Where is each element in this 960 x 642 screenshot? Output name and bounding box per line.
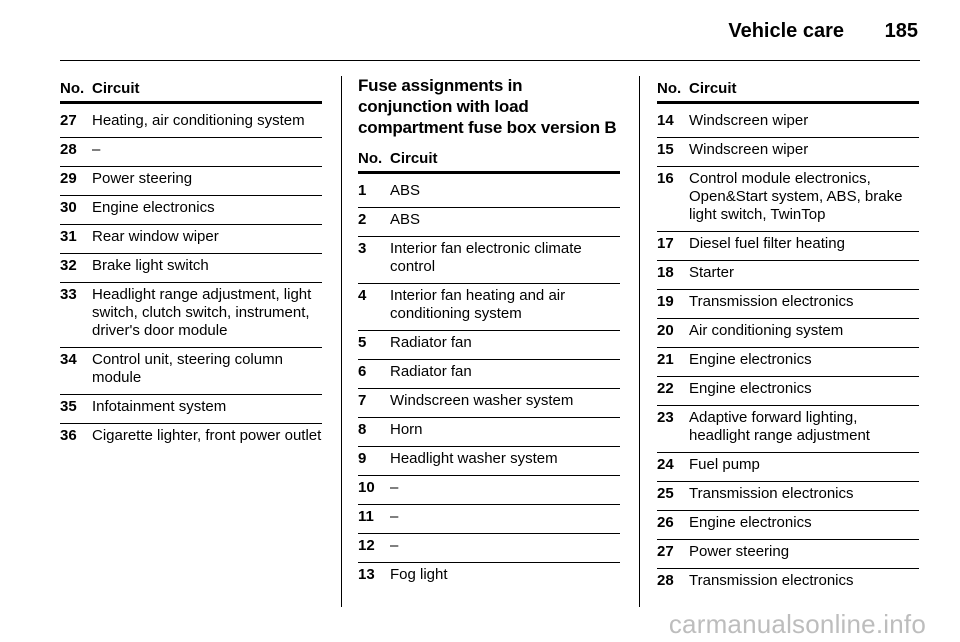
section-title-header: Vehicle care: [728, 20, 844, 42]
fuse-circuit: Headlight washer system: [390, 450, 558, 467]
fuse-circuit: Transmission electronics: [689, 572, 854, 589]
fuse-number: 21: [657, 351, 674, 368]
fuse-circuit: Windscreen washer system: [390, 392, 574, 409]
table-row: [657, 348, 919, 377]
fuse-number: 2: [358, 211, 367, 228]
table-row: [657, 138, 919, 167]
fuse-number: 6: [358, 363, 367, 380]
header-circuit: Circuit: [92, 80, 140, 97]
header-circuit: Circuit: [390, 150, 438, 167]
fuse-number: 11: [358, 508, 374, 525]
table-row: [358, 534, 620, 563]
fuse-table-column-1: [60, 72, 322, 452]
fuse-number: 19: [657, 293, 674, 310]
table-row: [657, 261, 919, 290]
fuse-number: 14: [657, 112, 674, 129]
fuse-number: 33: [60, 286, 77, 303]
fuse-circuit: Infotainment system: [92, 398, 227, 415]
table-row: [657, 290, 919, 319]
fuse-number: 27: [657, 543, 674, 560]
table-row: [358, 447, 620, 476]
fuse-number: 28: [60, 141, 77, 158]
fuse-circuit: Engine electronics: [689, 514, 812, 531]
table-row: [60, 283, 322, 348]
fuse-circuit: Fuel pump: [689, 456, 760, 473]
table-header: [358, 142, 620, 174]
table-body: [60, 109, 322, 452]
fuse-circuit: Brake light switch: [92, 257, 209, 274]
fuse-circuit: Headlight range adjustment, light switch, clutch switch, instrument, driver's door module: [92, 286, 312, 339]
fuse-circuit: –: [92, 141, 101, 158]
table-row: [60, 225, 322, 254]
fuse-number: 34: [60, 351, 77, 368]
fuse-circuit: Engine electronics: [689, 351, 812, 368]
fuse-number: 17: [657, 235, 674, 252]
fuse-number: 25: [657, 485, 674, 502]
fuse-circuit: Radiator fan: [390, 334, 472, 351]
fuse-circuit: Control unit, steering column module: [92, 351, 283, 386]
table-row: [657, 453, 919, 482]
fuse-number: 20: [657, 322, 674, 339]
column-divider: [639, 76, 640, 607]
header-no: No.: [657, 80, 682, 97]
table-row: [358, 505, 620, 534]
fuse-number: 7: [358, 392, 367, 409]
table-row: [657, 511, 919, 540]
table-row: [358, 360, 620, 389]
fuse-number: 15: [657, 141, 674, 158]
fuse-number: 35: [60, 398, 77, 415]
fuse-number: 10: [358, 479, 375, 496]
fuse-table-column-3: [657, 72, 919, 597]
table-row: [657, 109, 919, 138]
fuse-circuit: –: [390, 537, 399, 554]
fuse-number: 1: [358, 182, 367, 199]
fuse-number: 36: [60, 427, 77, 444]
fuse-number: 16: [657, 170, 674, 187]
fuse-number: 28: [657, 572, 674, 589]
fuse-number: 5: [358, 334, 367, 351]
fuse-number: 27: [60, 112, 77, 129]
table-row: [657, 540, 919, 569]
table-header: [657, 72, 919, 104]
fuse-number: 30: [60, 199, 77, 216]
table-row: [657, 377, 919, 406]
table-row: [60, 196, 322, 225]
fuse-circuit: ABS: [390, 182, 421, 199]
fuse-number: 31: [60, 228, 77, 245]
fuse-circuit: Transmission electronics: [689, 485, 854, 502]
table-row: [60, 254, 322, 283]
table-row: [60, 424, 322, 452]
fuse-number: 32: [60, 257, 77, 274]
table-row: [60, 138, 322, 167]
header-no: No.: [60, 80, 85, 97]
fuse-circuit: Cigarette lighter, front power outlet: [92, 427, 322, 444]
fuse-number: 8: [358, 421, 367, 438]
fuse-number: 26: [657, 514, 674, 531]
fuse-circuit: Radiator fan: [390, 363, 472, 380]
fuse-circuit: Air conditioning system: [689, 322, 844, 339]
table-row: [358, 208, 620, 237]
fuse-circuit: Power steering: [689, 543, 790, 560]
table-row: [358, 331, 620, 360]
table-body: [358, 179, 620, 591]
table-header: [60, 72, 322, 104]
fuse-number: 13: [358, 566, 375, 583]
fuse-circuit: Windscreen wiper: [689, 112, 809, 129]
table-row: [657, 319, 919, 348]
table-row: [60, 109, 322, 138]
table-row: [657, 569, 919, 597]
fuse-circuit: Windscreen wiper: [689, 141, 809, 158]
table-row: [60, 167, 322, 196]
fuse-circuit: –: [390, 479, 399, 496]
fuse-number: 3: [358, 240, 367, 257]
fuse-number: 23: [657, 409, 674, 426]
fuse-circuit: Diesel fuel filter heating: [689, 235, 845, 252]
fuse-circuit: Horn: [390, 421, 423, 438]
table-row: [358, 237, 620, 284]
fuse-circuit: Engine electronics: [92, 199, 215, 216]
table-row: [657, 232, 919, 261]
table-row: [358, 418, 620, 447]
table-row: [358, 476, 620, 505]
table-row: [657, 167, 919, 232]
fuse-circuit: ABS: [390, 211, 421, 228]
fuse-number: 4: [358, 287, 367, 304]
header-no: No.: [358, 150, 383, 167]
fuse-number: 29: [60, 170, 77, 187]
fuse-circuit: Heating, air conditioning system: [92, 112, 305, 129]
fuse-number: 18: [657, 264, 674, 281]
page-number: 185: [884, 20, 918, 42]
fuse-number: 24: [657, 456, 674, 473]
fuse-circuit: Engine electronics: [689, 380, 812, 397]
table-row: [657, 406, 919, 453]
fuse-number: 22: [657, 380, 674, 397]
fuse-circuit: Rear window wiper: [92, 228, 219, 245]
fuse-number: 12: [358, 537, 375, 554]
column-divider: [341, 76, 342, 607]
fuse-circuit: Interior fan electronic climate control: [390, 240, 582, 275]
table-row: [657, 482, 919, 511]
table-row: [358, 179, 620, 208]
table-row: [60, 395, 322, 424]
header-circuit: Circuit: [689, 80, 737, 97]
fuse-number: 9: [358, 450, 367, 467]
fuse-circuit: Starter: [689, 264, 735, 281]
table-row: [358, 389, 620, 418]
fuse-circuit: Power steering: [92, 170, 193, 187]
fuse-circuit: Adaptive forward lighting, headlight range adjustment: [689, 409, 870, 444]
fuse-circuit: –: [390, 508, 399, 525]
fuse-circuit: Control module electronics, Open&Start system, ABS, brake light switch, TwinTop: [689, 170, 903, 223]
fuse-table-column-2: [358, 72, 620, 591]
table-row: [358, 563, 620, 591]
table-row: [358, 284, 620, 331]
page-header: [60, 0, 920, 61]
table-body: [657, 109, 919, 597]
fuse-circuit: Interior fan heating and air conditioning system: [390, 287, 566, 322]
section-heading: Fuse assignments in conjunction with load compartment fuse box version B: [358, 76, 617, 137]
table-row: [60, 348, 322, 395]
fuse-circuit: Fog light: [390, 566, 448, 583]
fuse-circuit: Transmission electronics: [689, 293, 854, 310]
watermark: carmanualsonline.info: [668, 609, 926, 639]
